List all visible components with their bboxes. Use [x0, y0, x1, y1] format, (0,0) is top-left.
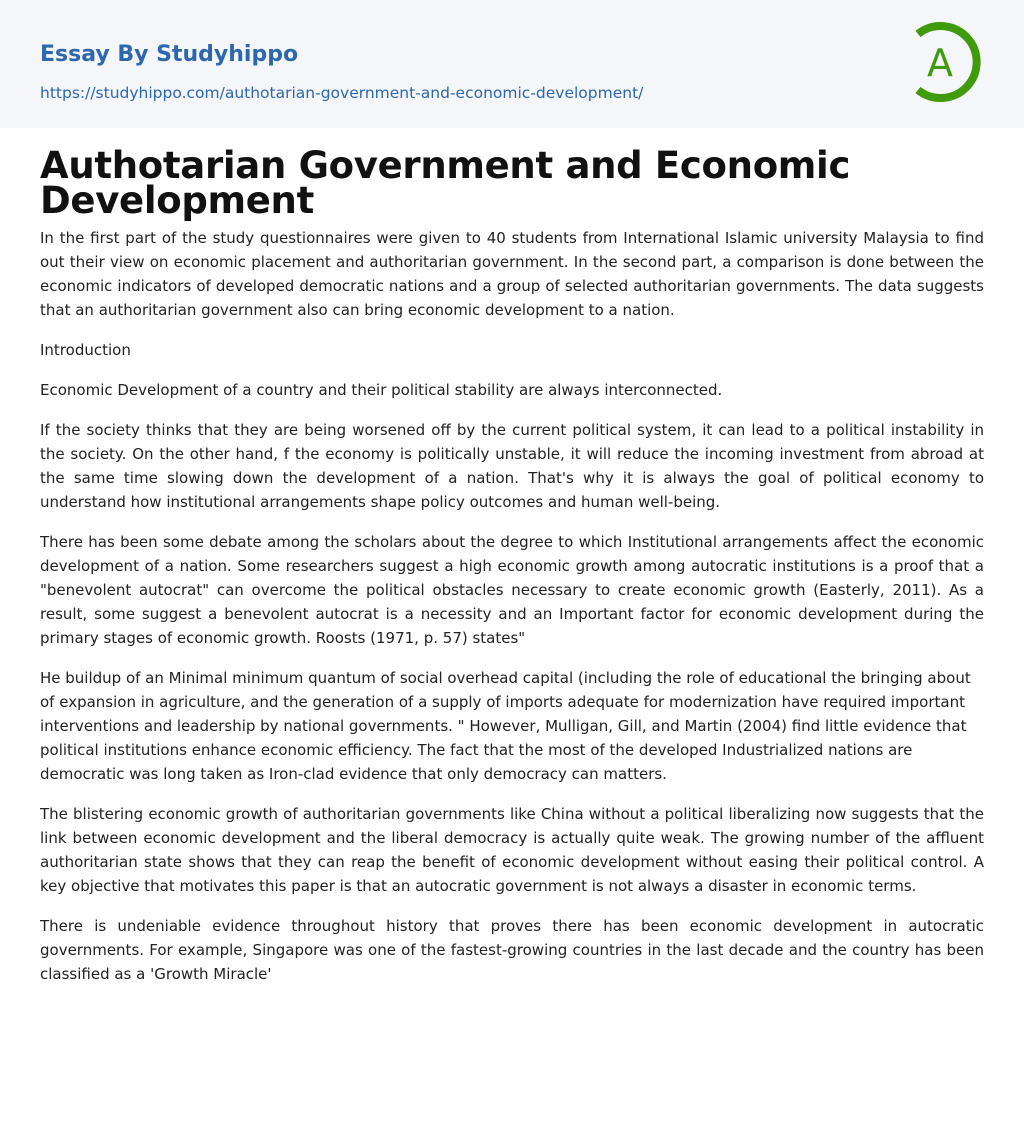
essay-content — [0, 128, 1024, 986]
essay-body — [40, 226, 984, 986]
paragraph: There has been some debate among the scholars about the degree to which Institutional arrangements affect the economic development of a nation. Some researchers suggest a high economic growth among autocratic institutions is a proof that a "benevolent autocrat" can overcome the political obstacles necessary to create economic growth (Easterly, 2011). As a result, some suggest a benevolent autocrat is a necessity and an Important factor for economic development during the primary stages of economic growth. Roosts (1971, p. 57) states" — [40, 533, 984, 647]
paragraph: If the society thinks that they are being worsened off by the current political system, it can lead to a political instability in the society. On the other hand, f the economy is politically unstable, it will reduce the incoming investment from abroad at the same time slowing down the development of a nation. That's why it is always the goal of political economy to understand how institutional arrangements shape policy outcomes and human well-being. — [40, 421, 984, 511]
paragraph-abstract: In the first part of the study questionnaires were given to 40 students from International Islamic university Malaysia to find out their view on economic placement and authoritarian government. In the second part, a comparison is done between the economic indicators of developed democratic nations and a group of selected authoritarian governments. The data suggests that an authoritarian government also can bring economic development to a nation. — [40, 229, 984, 319]
paragraph: There is undeniable evidence throughout history that proves there has been economic development in autocratic governments. For example, Singapore was one of the fastest-growing countries in the last decade and the country has been classified as a 'Growth Miracle' — [40, 917, 984, 983]
paragraph-quote: He buildup of an Minimal minimum quantum of social overhead capital (including the role of educational the bringing about of expansion in agriculture, and the generation of a supply of imports adequate for modernization have required important interventions and leadership by national governments. " However, Mulligan, Gill, and Martin (2004) find little evidence that political institutions enhance economic efficiency. The fact that the most of the developed Industrialized nations are democratic was long taken as Iron-clad evidence that only democracy can matters. — [40, 669, 971, 783]
paragraph: Economic Development of a country and their political stability are always interconnected. — [40, 381, 723, 399]
site-header — [0, 0, 1024, 128]
studyhippo-logo-icon[interactable] — [910, 18, 988, 106]
essay-url-link[interactable]: https://studyhippo.com/authotarian-government-and-economic-development/ — [40, 84, 644, 102]
brand-title: Essay By Studyhippo — [40, 42, 299, 67]
page-title: Authotarian Government and Economic Development — [40, 144, 851, 222]
paragraph: The blistering economic growth of authoritarian governments like China without a political liberalizing now suggests that the link between economic development and the liberal democracy is actually quite weak. The growing number of the affluent authoritarian state shows that they can reap the benefit of economic development without easing their political control. A key objective that motivates this paper is that an autocratic government is not always a disaster in economic terms. — [40, 805, 984, 895]
section-heading-introduction: Introduction — [40, 341, 131, 359]
logo-letter: A — [927, 41, 953, 85]
